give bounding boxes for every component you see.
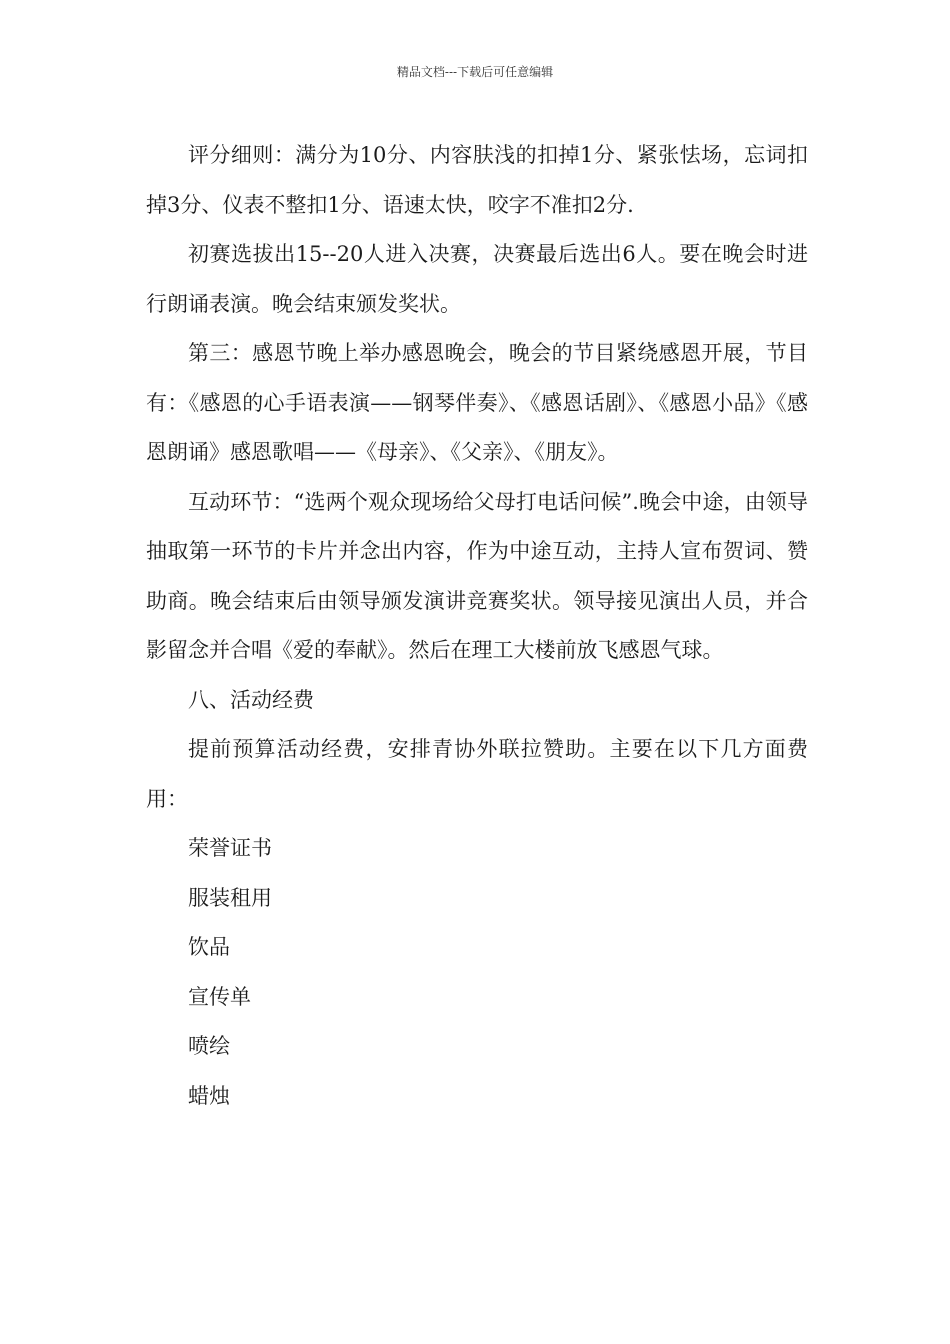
list-item: 蜡烛 xyxy=(188,1083,230,1108)
paragraph-budget: 提前预算活动经费，安排青协外联拉赞助。主要在以下几方面费用： xyxy=(146,737,808,811)
paragraph-scoring-rules: 评分细则：满分为10分、内容肤浅的扣掉1分、紧张怯场，忘词扣掉3分、仪表不整扣1分、语速太快，咬字不准扣2分. xyxy=(146,143,808,217)
list-item: 喷绘 xyxy=(188,1034,230,1058)
page-header: 精品文档---下载后可任意编辑 xyxy=(396,65,554,79)
paragraph-preliminary: 初赛选拔出15--20人进入决赛，决赛最后选出6人。要在晚会时进行朗诵表演。晚会结束颁发奖状。 xyxy=(146,242,808,316)
list-item: 宣传单 xyxy=(188,984,251,1009)
section-heading-budget: 八、活动经费 xyxy=(188,687,314,712)
document-body xyxy=(146,131,808,1121)
list-item: 饮品 xyxy=(188,935,230,959)
list-item: 荣誉证书 xyxy=(188,836,272,860)
list-item: 服装租用 xyxy=(188,885,272,910)
paragraph-interaction: 互动环节：“选两个观众现场给父母打电话问候”.晚会中途，由领导抽取第一环节的卡片并念出内容，作为中途互动，主持人宣布贺词、赞助商。晚会结束后由领导颁发演讲竞赛奖状。领导接见演出人员，并合影留念并合唱《爱的奉献》。然后在理工大楼前放飞感恩气球。 xyxy=(146,489,808,662)
expense-list xyxy=(146,824,808,1121)
paragraph-evening-program: 第三：感恩节晚上举办感恩晚会，晚会的节目紧绕感恩开展，节目有：《感恩的心手语表演——钢琴伴奏》、《感恩话剧》、《感恩小品》《感恩朗诵》感恩歌唱——《母亲》、《父亲》、《朋友》。 xyxy=(146,341,808,464)
